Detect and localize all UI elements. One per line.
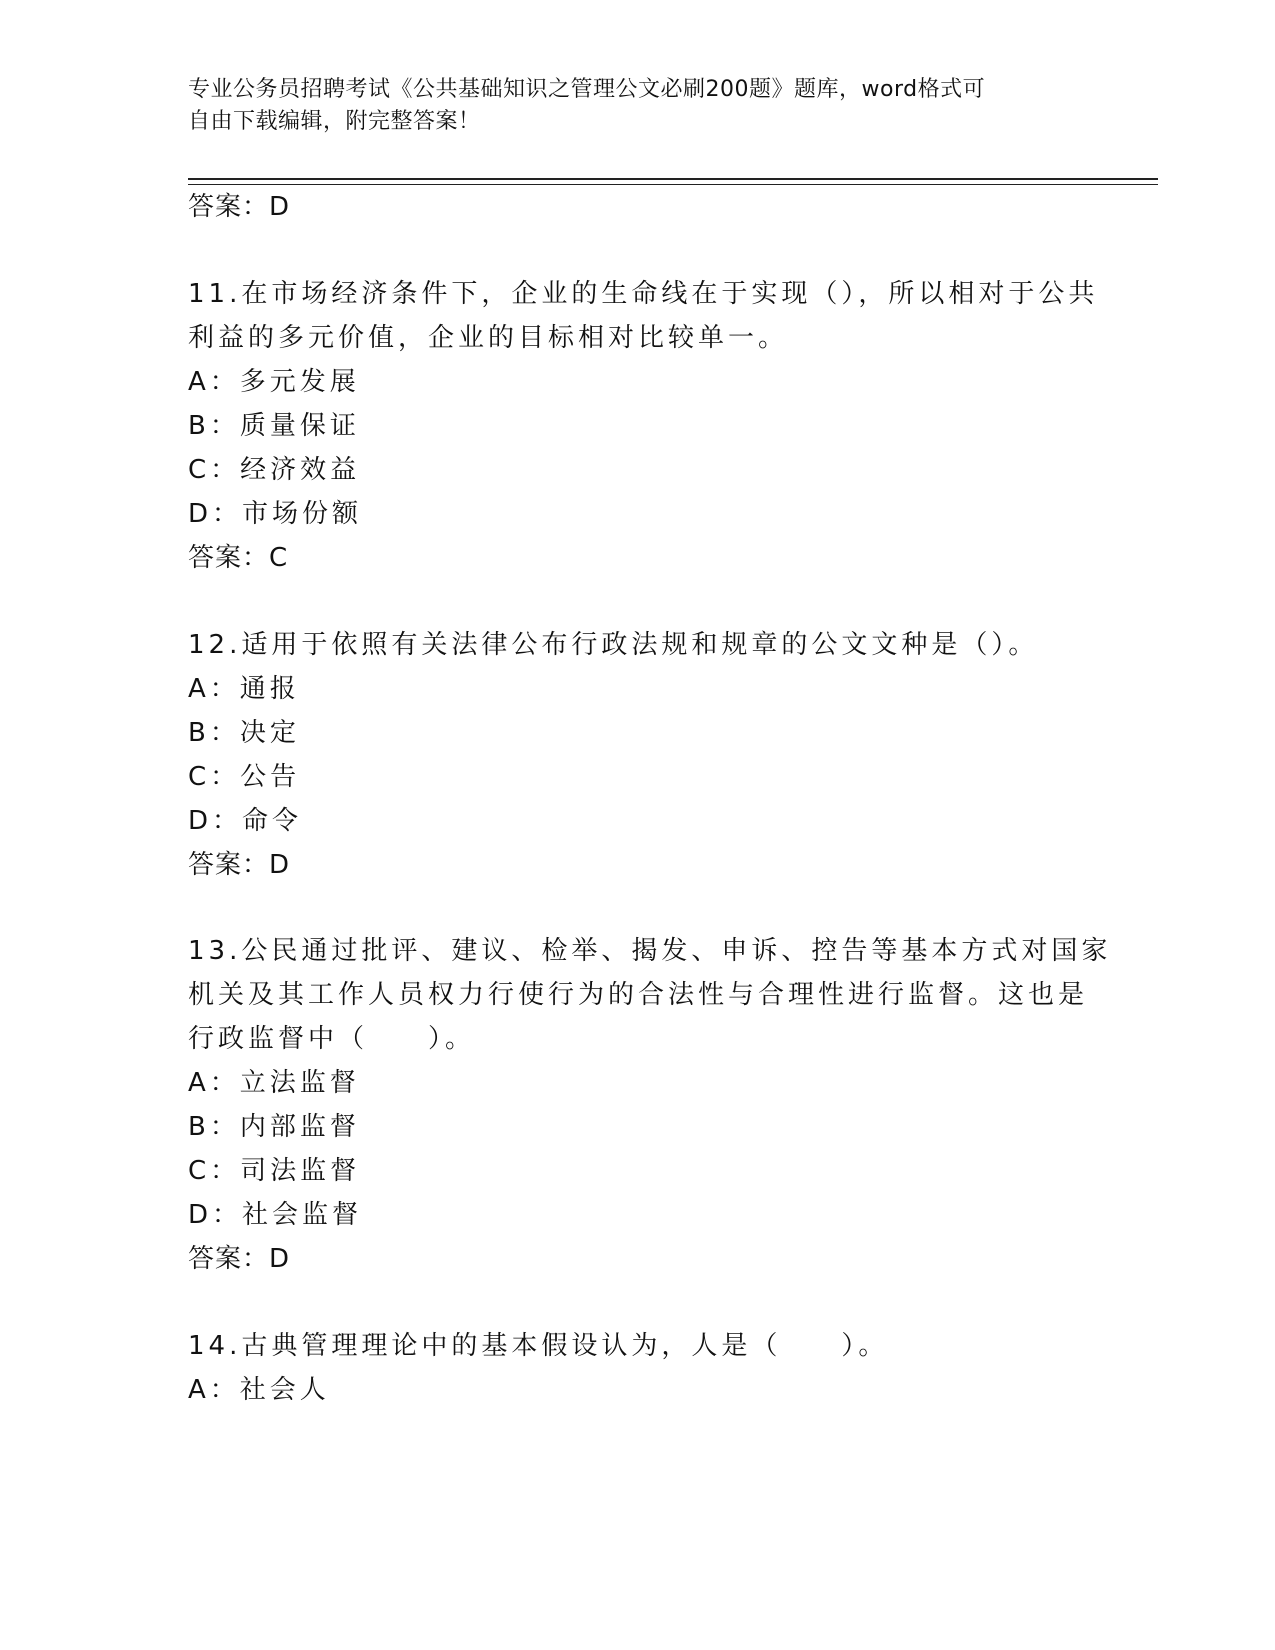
question-12-stem-line-1: 12.适用于依照有关法律公布行政法规和规章的公文文种是（）。: [188, 630, 1039, 660]
question-14-option-a: A：社会人: [188, 1375, 330, 1405]
question-11-option-a: A：多元发展: [188, 367, 360, 397]
previous-answer: 答案：D: [188, 192, 291, 222]
header-rule-thin: [188, 184, 1158, 185]
question-11-option-b: B：质量保证: [188, 411, 360, 441]
question-13-stem-line-2: 机关及其工作人员权力行使行为的合法性与合理性进行监督。这也是: [188, 980, 1089, 1010]
header-rule-thick: [188, 178, 1158, 180]
question-13-option-b: B：内部监督: [188, 1112, 360, 1142]
document-header: [188, 74, 1068, 138]
question-13-stem-line-1: 13.公民通过批评、建议、检举、揭发、申诉、控告等基本方式对国家: [188, 936, 1112, 966]
question-12-option-c: C：公告: [188, 762, 301, 792]
header-line-2: 自由下载编辑，附完整答案！: [188, 109, 481, 134]
question-13-option-a: A：立法监督: [188, 1068, 360, 1098]
question-13-option-c: C：司法监督: [188, 1156, 361, 1186]
question-12-option-a: A：通报: [188, 674, 300, 704]
question-12-option-d: D：命令: [188, 806, 303, 836]
question-11-answer: 答案：C: [188, 543, 289, 573]
question-11-option-d: D：市场份额: [188, 499, 363, 529]
question-13-stem-line-3: 行政监督中（ ）。: [188, 1024, 476, 1054]
question-11-stem-line-2: 利益的多元价值，企业的目标相对比较单一。: [188, 323, 789, 353]
question-13-answer: 答案：D: [188, 1244, 291, 1274]
question-14-stem-line-1: 14.古典管理理论中的基本假设认为，人是（ ）。: [188, 1331, 889, 1361]
question-11-option-c: C：经济效益: [188, 455, 361, 485]
question-11-stem-line-1: 11.在市场经济条件下，企业的生命线在于实现（），所以相对于公共: [188, 279, 1099, 309]
question-12-answer: 答案：D: [188, 850, 291, 880]
question-12-option-b: B：决定: [188, 718, 300, 748]
question-13-option-d: D：社会监督: [188, 1200, 363, 1230]
header-line-1: 专业公务员招聘考试《公共基础知识之管理公文必刷200题》题库，word格式可: [188, 77, 986, 102]
